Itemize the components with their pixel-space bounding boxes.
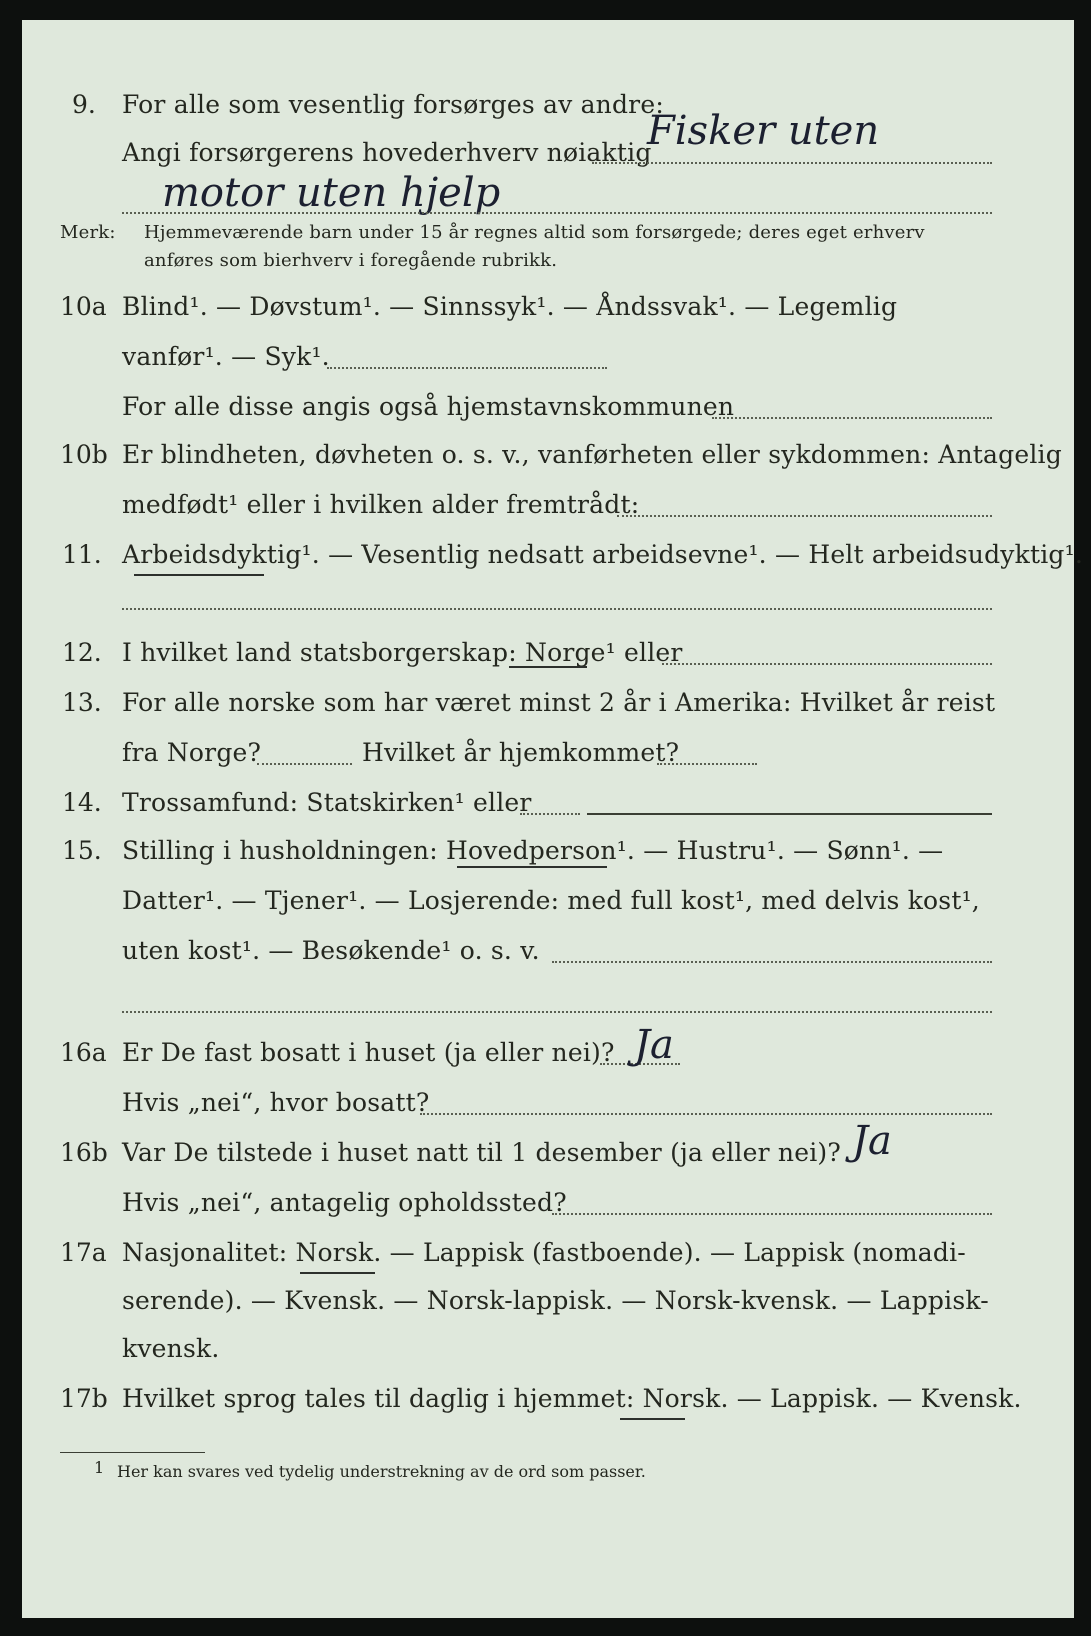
- item-number: 15.: [62, 836, 102, 865]
- answer-line: [552, 1213, 992, 1215]
- q17a-line1: Nasjonalitet: Norsk. — Lappisk (fastboende). — Lappisk (nomadi-: [122, 1238, 966, 1267]
- census-form-page: [22, 20, 1083, 1618]
- footnote-text: Her kan svares ved tydelig understrekning av de ord som passer.: [117, 1462, 646, 1481]
- answer-line: [520, 813, 580, 815]
- item-number: 9.: [72, 90, 96, 119]
- q9-handwritten-answer2: motor uten hjelp: [162, 170, 501, 216]
- underline-mark: [620, 1418, 685, 1420]
- q10b-line1: Er blindheten, døvheten o. s. v., vanførheten eller sykdommen: Antagelig: [122, 440, 1062, 469]
- answer-line: [712, 417, 992, 419]
- merk-label: Merk:: [60, 222, 116, 243]
- answer-line: [592, 162, 992, 164]
- merk-line1: Hjemmeværende barn under 15 år regnes altid som forsørgede; deres eget erhverv: [144, 222, 925, 243]
- answer-line: [587, 813, 992, 815]
- q15-line3: uten kost¹. — Besøkende¹ o. s. v.: [122, 936, 540, 965]
- q13-line1: For alle norske som har været minst 2 år i Amerika: Hvilket år reist: [122, 688, 996, 717]
- q15-line1: Stilling i husholdningen: Hovedperson¹. — Hustru¹. — Sønn¹. —: [122, 836, 944, 865]
- item-number: 12.: [62, 638, 102, 667]
- q17b-line1: Hvilket sprog tales til daglig i hjemmet: Norsk. — Lappisk. — Kvensk.: [122, 1384, 1022, 1413]
- q16a-line2: Hvis „nei“, hvor bosatt?: [122, 1088, 430, 1117]
- q16b-handwritten-answer: Ja: [852, 1118, 892, 1164]
- answer-line: [617, 515, 992, 517]
- q10b-line2: medfødt¹ eller i hvilken alder fremtrådt:: [122, 490, 640, 519]
- item-number: 17a: [60, 1238, 107, 1267]
- answer-line: [122, 608, 992, 610]
- q13-line2b: Hvilket år hjemkommet?: [362, 738, 680, 767]
- item-number: 10b: [60, 440, 108, 469]
- merk-line2: anføres som bierhverv i foregående rubrikk.: [144, 250, 558, 271]
- item-number: 16a: [60, 1038, 107, 1067]
- answer-line: [552, 961, 992, 963]
- underline-mark: [134, 574, 264, 576]
- q17a-line3: kvensk.: [122, 1334, 220, 1363]
- q10a-line2: vanfør¹. — Syk¹.: [122, 342, 330, 371]
- q12-line1: I hvilket land statsborgerskap: Norge¹ eller: [122, 638, 683, 667]
- answer-line: [327, 367, 607, 369]
- q9-line2: Angi forsørgerens hovederhverv nøiaktig: [122, 138, 652, 167]
- answer-line: [657, 763, 757, 765]
- underline-mark: [457, 866, 607, 868]
- answer-line: [420, 1113, 992, 1115]
- q16a-handwritten-answer: Ja: [634, 1022, 674, 1068]
- underline-mark: [300, 1272, 375, 1274]
- item-number: 17b: [60, 1384, 108, 1413]
- q9-handwritten-answer1: Fisker uten: [647, 108, 880, 154]
- footnote-rule: [60, 1452, 205, 1453]
- underline-mark: [509, 666, 587, 668]
- item-number: 14.: [62, 788, 102, 817]
- answer-line: [662, 663, 992, 665]
- q10a-line3: For alle disse angis også hjemstavnskommunen: [122, 392, 735, 421]
- footnote-mark: 1: [94, 1458, 105, 1477]
- item-number: 13.: [62, 688, 102, 717]
- item-number: 16b: [60, 1138, 108, 1167]
- item-number: 10a: [60, 292, 107, 321]
- q14-line1: Trossamfund: Statskirken¹ eller: [122, 788, 532, 817]
- item-number: 11.: [62, 540, 102, 569]
- q16b-line2: Hvis „nei“, antagelig opholdssted?: [122, 1188, 567, 1217]
- q17a-line2: serende). — Kvensk. — Norsk-lappisk. — Norsk-kvensk. — Lappisk-: [122, 1286, 989, 1315]
- q16a-line1: Er De fast bosatt i huset (ja eller nei)?: [122, 1038, 615, 1067]
- q10a-line1: Blind¹. — Døvstum¹. — Sinnssyk¹. — Åndssvak¹. — Legemlig: [122, 292, 898, 321]
- q9-line1: For alle som vesentlig forsørges av andre:: [122, 90, 664, 119]
- q13-line2a: fra Norge?: [122, 738, 262, 767]
- answer-line: [257, 763, 352, 765]
- answer-line: [122, 1011, 992, 1013]
- q16b-line1: Var De tilstede i huset natt til 1 desember (ja eller nei)?: [122, 1138, 841, 1167]
- q15-line2: Datter¹. — Tjener¹. — Losjerende: med full kost¹, med delvis kost¹,: [122, 886, 980, 915]
- answer-line: [122, 212, 992, 214]
- q11-line1: Arbeidsdyktig¹. — Vesentlig nedsatt arbeidsevne¹. — Helt arbeidsudyktig¹.: [122, 540, 1083, 569]
